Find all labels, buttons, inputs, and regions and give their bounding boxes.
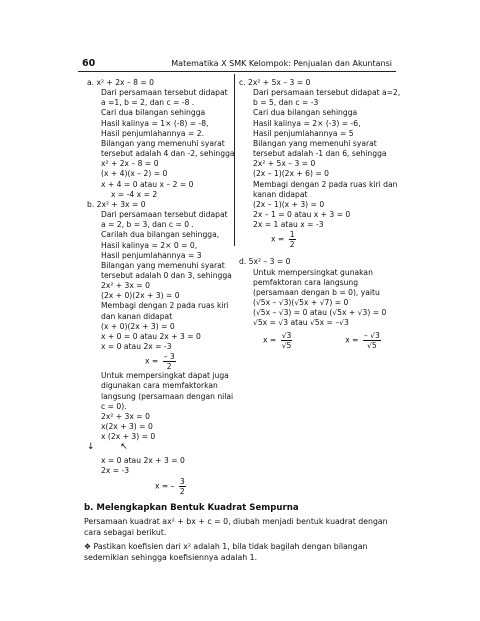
left-column-line: a. x² + 2x – 8 = 0	[87, 78, 155, 87]
bullet-text: Pastikan koefisien dari x² adalah 1, bila tidak bagilah dengan bilangan sedemikian sehingga koefisiennya adalah 1.	[84, 542, 368, 562]
left-column-line: a = 2, b = 3, dan c = 0 .	[101, 220, 194, 230]
left-column-line: x + 0 = 0 atau 2x + 3 = 0	[101, 331, 201, 341]
right-column-line: c. 2x² + 5x – 3 = 0	[239, 78, 311, 87]
page-number: 60	[82, 58, 96, 69]
left-column-line: a =1, b = 2, dan c = -8 .	[101, 98, 195, 108]
right-column-d-line: pemfaktoran cara langsung	[253, 277, 359, 287]
left-column-line: tersebut adalah 4 dan -2, sehingga	[101, 149, 235, 159]
right-column-line: Membagi dengan 2 pada ruas kiri dan	[253, 179, 398, 189]
right-column-line: (2x – 1)(2x + 6) = 0	[253, 169, 330, 179]
left-column-line: Hasil penjumlahannya = 2.	[101, 128, 205, 138]
fraction-x-neg-3-over-2: x = $\frac{- 3}{2}$	[145, 352, 175, 372]
left-column-line: Carilah dua bilangan sehingga,	[101, 230, 220, 240]
left-column-line: x² + 2x – 8 = 0	[101, 159, 159, 169]
column-separator	[234, 74, 235, 246]
left-column-line: x + 4 = 0 atau x – 2 = 0	[101, 179, 194, 189]
left-column-line: Hasil kalinya = 1× (-8) = -8,	[101, 118, 209, 128]
right-column	[239, 78, 399, 350]
left-column-b-line: digunakan cara memfaktorkan	[101, 381, 218, 391]
left-column-c-line: x = 0 atau 2x + 3 = 0	[101, 456, 185, 466]
fraction-x-neg-3-over-2-b: x = – $\frac{3}{2}$	[155, 476, 185, 496]
left-column-b-line: langsung (persamaan dengan nilai	[101, 391, 234, 401]
right-column-line: 2x = 1 atau x = -3	[253, 220, 324, 230]
left-column-line: Bilangan yang memenuhi syarat	[101, 260, 225, 270]
right-column-line: b = 5, dan c = -3	[253, 98, 319, 108]
right-column-d-line: (persamaan dengan b = 0), yaitu	[253, 287, 380, 297]
right-column-line: 2x² + 5x – 3 = 0	[253, 159, 316, 169]
diamond-bullet-icon: ❖	[84, 542, 91, 551]
left-column-line: (x + 4)(x – 2) = 0	[101, 169, 168, 179]
left-column	[87, 78, 233, 496]
left-column-b-line: x (2x + 3) = 0	[101, 432, 156, 442]
left-column-line: dan kanan didapat	[101, 311, 173, 321]
right-column-line: Cari dua bilangan sehingga	[253, 108, 358, 118]
left-column-line: (2x + 0)(2x + 3) = 0	[101, 291, 180, 301]
section-title: b. Melengkapkan Bentuk Kuadrat Sempurna	[84, 503, 299, 513]
right-column-line: 2x – 1 = 0 atau x + 3 = 0	[253, 210, 351, 220]
left-column-line: b. 2x² + 3x = 0	[87, 199, 146, 209]
left-column-line: tersebut adalah 0 dan 3, sehingga	[101, 270, 232, 280]
left-column-line: Dari persamaan tersebut didapat	[101, 210, 228, 220]
running-header-title: Matematika X SMK Kelompok: Penjualan dan Akuntansi	[171, 59, 392, 68]
left-column-line: Membagi dengan 2 pada ruas kiri	[101, 301, 229, 311]
fraction-x-1-over-2: x = $\frac{1}{2}$	[271, 230, 295, 250]
left-column-line: (x + 0)(2x + 3) = 0	[101, 321, 175, 331]
fraction-pair: x = $\frac{√3}{√5}$ x = $\frac{- √3}{√5}$	[263, 331, 380, 351]
left-column-line: Hasil penjumlahannya = 3	[101, 250, 202, 260]
left-column-line: Dari persamaan tersebut didapat	[101, 88, 228, 98]
right-column-d-line: (√5x – √3)(√5x + √7) = 0	[253, 297, 349, 307]
right-column-line: Bilangan yang memenuhi syarat	[253, 138, 377, 148]
section-paragraph: Persamaan kuadrat ax² + bx + c = 0, diubah menjadi bentuk kuadrat dengan cara sebagai berikut.	[84, 517, 388, 537]
left-column-line: Cari dua bilangan sehingga	[101, 108, 206, 118]
left-column-b-line: 2x² + 3x = 0	[101, 411, 150, 421]
left-column-b-line: c = 0).	[101, 401, 127, 411]
header-rule	[78, 71, 396, 72]
right-column-line: Dari persamaan tersebut didapat a=2,	[253, 88, 401, 98]
left-column-line: 2x² + 3x = 0	[101, 281, 150, 291]
left-column-c-line: 2x = -3	[101, 466, 130, 476]
left-column-b-line: x(2x + 3) = 0	[101, 422, 153, 431]
right-column-line: tersebut adalah -1 dan 6, sehingga	[253, 149, 387, 159]
left-column-line: Bilangan yang memenuhi syarat	[101, 138, 225, 148]
right-column-d-line: Untuk mempersingkat gunakan	[253, 267, 373, 277]
right-column-line: Hasil penjumlahannya = 5	[253, 128, 354, 138]
right-column-d-line: d. 5x² – 3 = 0	[239, 257, 291, 267]
bullet-item	[84, 542, 400, 563]
left-column-line: x = -4 x = 2	[111, 189, 158, 199]
right-column-line: (2x – 1)(x + 3) = 0	[253, 199, 325, 209]
left-column-line: Hasil kalinya = 2× 0 = 0,	[101, 240, 198, 250]
arrow-annotation: ↓ ↖	[87, 442, 128, 453]
right-column-d-line: √5x = √3 atau √5x = –√3	[253, 318, 349, 328]
right-column-d-line: (√5x – √3) = 0 atau (√5x + √3) = 0	[253, 308, 387, 318]
left-column-line: x = 0 atau 2x = -3	[101, 342, 172, 352]
left-column-b-line: Untuk mempersingkat dapat juga	[101, 371, 229, 381]
right-column-line: kanan didapat	[253, 189, 308, 199]
right-column-line: Hasil kalinya = 2× (-3) = -6,	[253, 118, 361, 128]
